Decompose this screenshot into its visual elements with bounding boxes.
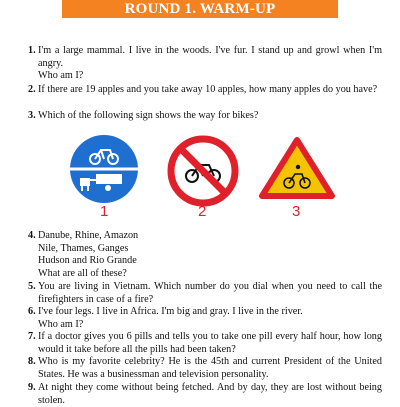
no-bikes-sign-icon: [171, 139, 235, 203]
question-6: [28, 306, 382, 331]
question-number: 3.: [28, 110, 36, 121]
bike-warning-sign-icon: [262, 140, 332, 196]
question-text: You are living in Vietnam. Which number do you dial when you need to call the firefighters in case of a fire?: [38, 281, 382, 305]
question-text: At night they come without being fetched. And by day, they are lost without being stolen.: [38, 382, 382, 406]
question-4: [28, 230, 382, 280]
bike-and-cart-sign-icon: [70, 135, 138, 203]
question-2: [28, 84, 382, 97]
question-number: 5.: [28, 281, 36, 292]
question-text: Danube, Rhine, Amazon: [38, 230, 139, 241]
question-text: Who am I?: [38, 70, 84, 81]
question-8: [28, 356, 382, 381]
question-number: 9.: [28, 382, 36, 393]
question-text: Who is my favorite celebrity? He is the 45th and current President of the United States. He was a businessman and television personality.: [38, 356, 382, 380]
question-7: [28, 331, 382, 356]
sign-label-2: 2: [198, 203, 207, 220]
question-3: [28, 110, 382, 123]
question-text: Hudson and Rio Grande: [38, 255, 137, 266]
question-text: I'm a large mammal. I live in the woods. I've fur. I stand up and growl when I'm angry.: [38, 45, 382, 69]
question-text: Nile, Thames, Ganges: [38, 242, 129, 254]
question-9: [28, 382, 382, 407]
sign-label-3: 3: [292, 203, 301, 220]
sign-label-1: 1: [100, 203, 109, 220]
question-text: What are all of these?: [38, 267, 127, 279]
question-text: If a doctor gives you 6 pills and tells you to take one pill every half hour, how long would it take before all the pills had been taken?: [38, 331, 382, 355]
question-number: 2.: [28, 84, 36, 95]
question-number: 8.: [28, 356, 36, 367]
question-text: Who am I?: [38, 318, 84, 330]
round-title-banner: ROUND 1. WARM-UP: [62, 0, 338, 18]
question-number: 6.: [28, 306, 36, 317]
question-text: I've four legs. I live in Africa. I'm big and gray. I live in the river.: [38, 306, 303, 317]
question-1: [28, 45, 382, 83]
question-text: Which of the following sign shows the way for bikes?: [38, 110, 259, 121]
question-text: If there are 19 apples and you take away 10 apples, how many apples do you have?: [38, 84, 378, 95]
question-5: [28, 281, 382, 306]
question-number: 4.: [28, 230, 36, 241]
question-number: 7.: [28, 331, 36, 342]
question-number: 1.: [28, 45, 36, 56]
